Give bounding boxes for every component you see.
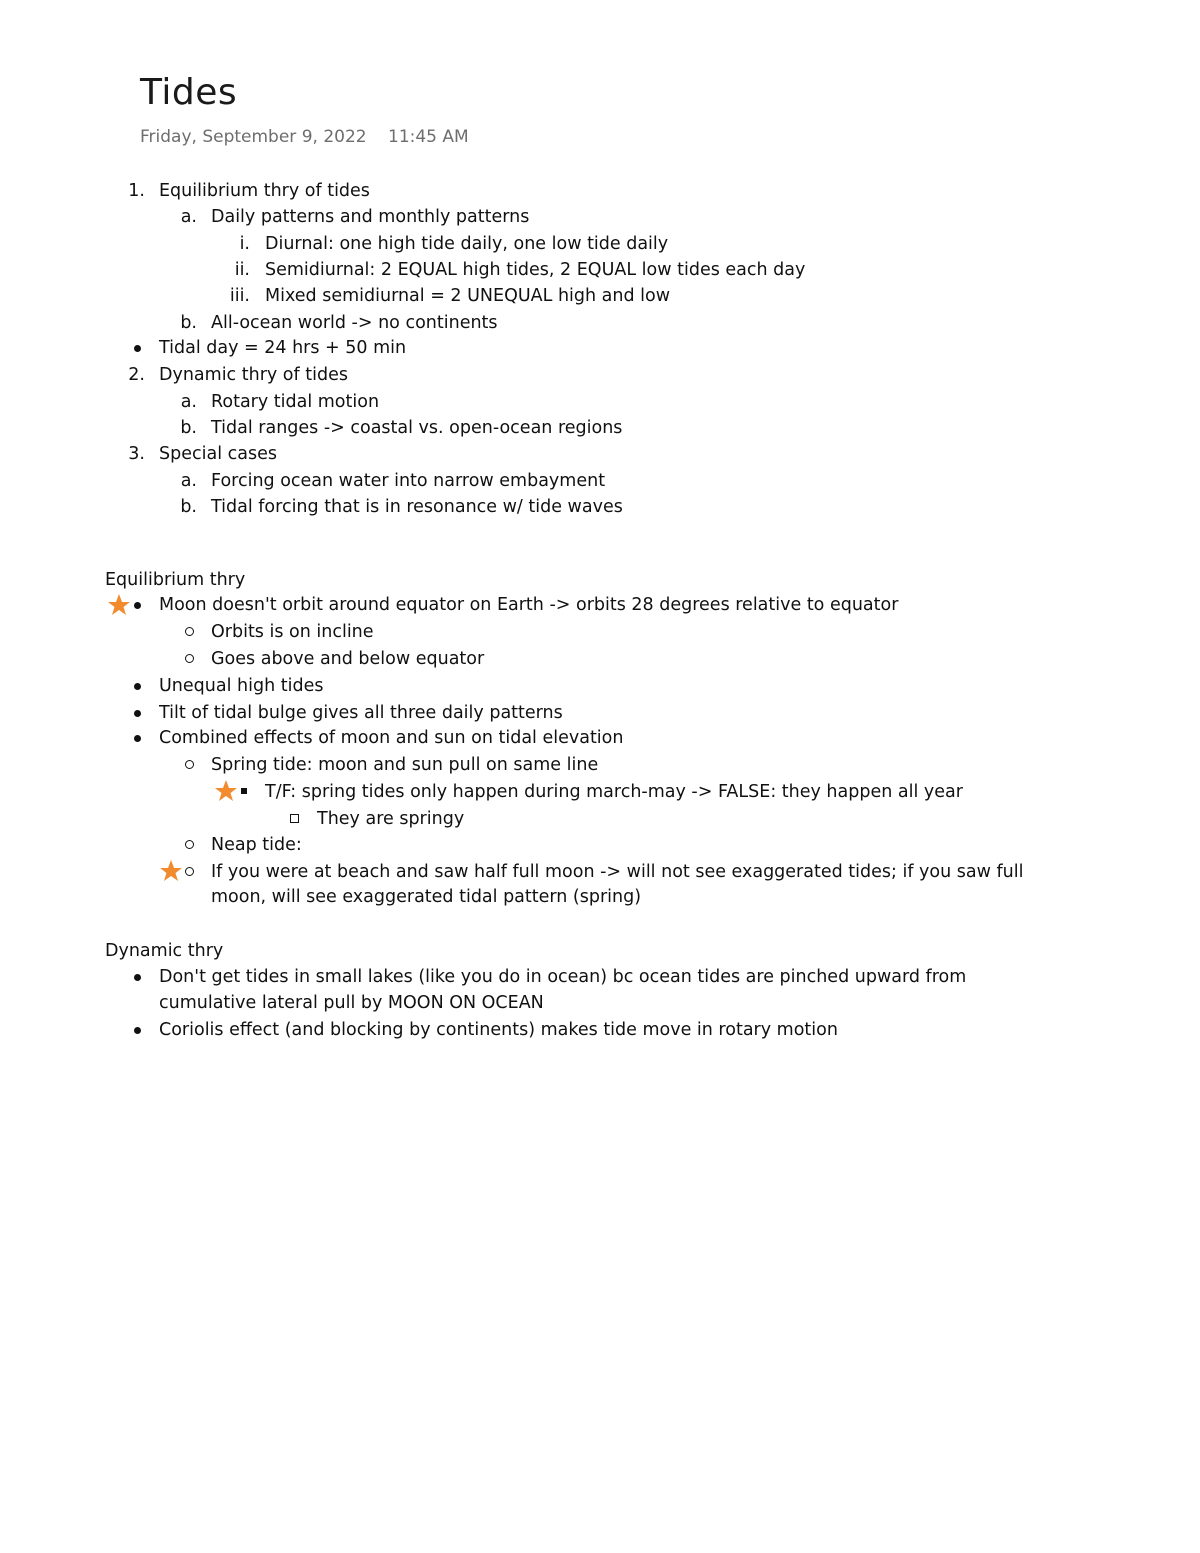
list-item: Tidal forcing that is in resonance w/ tide waves xyxy=(211,497,623,517)
list-marker: a. xyxy=(180,471,197,491)
bullet-dot xyxy=(134,974,141,981)
list-marker: 1. xyxy=(128,181,145,201)
note-date: Friday, September 9, 2022 xyxy=(140,127,367,147)
bullet-dot xyxy=(134,602,141,609)
list-item: Tidal day = 24 hrs + 50 min xyxy=(159,338,407,358)
list-item: Special cases xyxy=(159,444,277,464)
bullet-circle xyxy=(185,627,194,636)
bullet-dot xyxy=(134,1027,141,1034)
list-marker: iii. xyxy=(229,286,250,306)
bullet-circle xyxy=(185,760,194,769)
list-marker: a. xyxy=(180,207,197,227)
list-marker: i. xyxy=(239,234,250,254)
star-icon xyxy=(214,779,238,803)
list-marker: b. xyxy=(180,497,197,517)
list-item: Goes above and below equator xyxy=(211,649,485,669)
list-marker: a. xyxy=(180,392,197,412)
list-item: Orbits is on incline xyxy=(211,622,374,642)
list-item: Tilt of tidal bulge gives all three daily patterns xyxy=(159,703,563,723)
list-marker: b. xyxy=(180,418,197,438)
list-item: Forcing ocean water into narrow embayment xyxy=(211,471,606,491)
list-item: Diurnal: one high tide daily, one low tide daily xyxy=(265,234,669,254)
star-icon xyxy=(107,593,131,617)
list-item: T/F: spring tides only happen during march-may -> FALSE: they happen all year xyxy=(265,782,963,802)
bullet-dot xyxy=(134,735,141,742)
bullet-dot xyxy=(134,683,141,690)
list-marker: 3. xyxy=(128,444,145,464)
bullet-circle xyxy=(185,654,194,663)
list-item-continuation: moon, will see exaggerated tidal pattern (spring) xyxy=(211,887,642,907)
list-item: Don't get tides in small lakes (like you do in ocean) bc ocean tides are pinched upward from xyxy=(159,967,967,987)
list-item: Mixed semidiurnal = 2 UNEQUAL high and low xyxy=(265,286,671,306)
list-marker: b. xyxy=(180,313,197,333)
list-marker: ii. xyxy=(234,260,250,280)
list-item: All-ocean world -> no continents xyxy=(211,313,498,333)
list-item: Spring tide: moon and sun pull on same line xyxy=(211,755,599,775)
bullet-circle xyxy=(185,840,194,849)
list-item: Neap tide: xyxy=(211,835,302,855)
list-item: If you were at beach and saw half full moon -> will not see exaggerated tides; if you saw full xyxy=(211,862,1024,882)
list-item: Semidiurnal: 2 EQUAL high tides, 2 EQUAL low tides each day xyxy=(265,260,806,280)
list-item: Rotary tidal motion xyxy=(211,392,380,412)
section-heading: Dynamic thry xyxy=(105,941,224,961)
bullet-square xyxy=(241,788,247,794)
bullet-dot xyxy=(134,710,141,717)
list-item: They are springy xyxy=(317,809,465,829)
bullet-dot xyxy=(134,345,141,352)
star-icon xyxy=(159,859,183,883)
bullet-circle xyxy=(185,867,194,876)
list-item: Dynamic thry of tides xyxy=(159,365,348,385)
page-title: Tides xyxy=(140,72,238,113)
list-item: Daily patterns and monthly patterns xyxy=(211,207,530,227)
list-item: Tidal ranges -> coastal vs. open-ocean regions xyxy=(211,418,623,438)
section-heading: Equilibrium thry xyxy=(105,570,246,590)
list-item: Unequal high tides xyxy=(159,676,324,696)
list-item-continuation: cumulative lateral pull by MOON ON OCEAN xyxy=(159,993,544,1013)
list-item: Moon doesn't orbit around equator on Earth -> orbits 28 degrees relative to equator xyxy=(159,595,899,615)
list-marker: 2. xyxy=(128,365,145,385)
note-time: 11:45 AM xyxy=(388,127,469,147)
bullet-square-open xyxy=(290,814,299,823)
list-item: Coriolis effect (and blocking by continents) makes tide move in rotary motion xyxy=(159,1020,838,1040)
list-item: Combined effects of moon and sun on tidal elevation xyxy=(159,728,624,748)
list-item: Equilibrium thry of tides xyxy=(159,181,370,201)
